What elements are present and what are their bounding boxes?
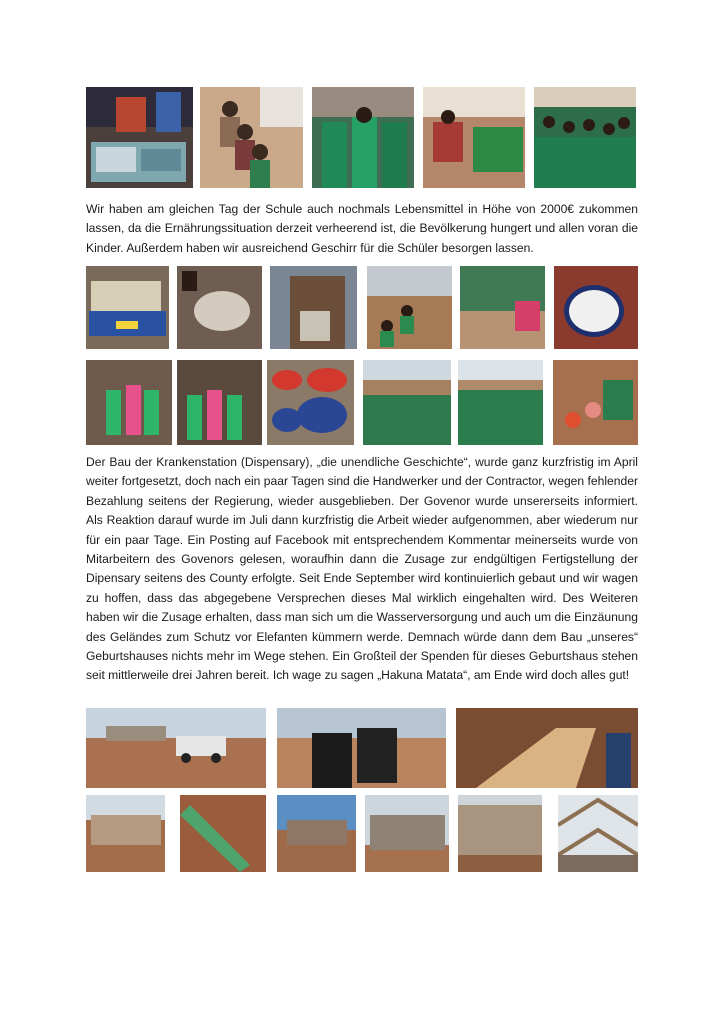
photo-children-yard (367, 266, 452, 349)
photo-children-bowls (553, 360, 638, 445)
photo-timber-stack (456, 708, 638, 788)
photo-cups-table (177, 360, 262, 445)
photo-children-row (200, 87, 303, 188)
photo-cups-stack (86, 360, 172, 445)
photo-kids-eating (460, 266, 545, 349)
photo-block-walls (86, 795, 165, 872)
photo-sacks-road (177, 266, 262, 349)
photo-building-front (365, 795, 449, 872)
photo-red-bowls (267, 360, 354, 445)
photo-roof-frame (277, 795, 356, 872)
photo-children-uniforms (312, 87, 414, 188)
photo-children-line (458, 360, 543, 445)
photo-food-packages (86, 87, 193, 188)
photo-rebar-work (180, 795, 266, 872)
photo-enamel-plates (554, 266, 638, 349)
paragraph-dispensary: Der Bau der Krankenstation (Dispensary), „die unendliche Geschichte“, wurde ganz kurzfristig im April weiter fortgesetzt, doch nach ein paar Tagen sind die Handwerker und der Contractor, wegen fehlender Bezahlung seitens der Regierung, wieder ausgeblieben. Der Govenor wurde unsererseits informiert. Als Reaktion darauf wurde im Juli dann kurzfristig die Arbeit wieder aufgenommen, aber wiederum nur für ein paar Tage. Ein Posting auf Facebook mit entsprechendem Kommentar meinerseits wurde von Mitarbeitern des Govenors gelesen, woraufhin dann die Zusage zur endgültigen Fertigstellung der Dipensary seitens des County erfolgte. Seit Ende September wird kontinuierlich gebaut und wir wagen zu hoffen, dass das abgegebene Versprechen dieses Mal wirklich eingehalten wird. Des Weiteren haben wir die Zusage erhalten, dass man sich um die Wasserversorgung und auch um die Einzäunung des Geländes zum Schutz vor Elefanten kümmern werde. Demnach würde dann dem Bau „unseres“ Geburtshauses nichts mehr im Wege stehen. Ein Großteil der Spenden für dieses Geburtshaus stehen seit mittlerweile drei Jahren bereit. Ich wage zu sagen „Hakuna Matata“, am Ende wird doch alles gut! (86, 455, 638, 683)
paragraph-food-donation: Wir haben am gleichen Tag der Schule auch nochmals Lebensmittel in Höhe von 2000€ zukommen lassen, da die Ernährungssituation derzeit verheerend ist, die Bevölkerung hungert und allen voran die Kinder. Außerdem haben wir ausreichend Geschirr für die Schüler besorgen lassen. (86, 202, 638, 255)
photo-roof-trusses (558, 795, 638, 872)
photo-loaded-car (86, 266, 169, 349)
photo-wall-side (458, 795, 542, 872)
photo-water-tanks (277, 708, 446, 788)
photo-storage-room (270, 266, 357, 349)
photo-children-group (534, 87, 636, 188)
photo-classroom-distribution (423, 87, 525, 188)
photo-truck-site (86, 708, 266, 788)
photo-crowd-yard (363, 360, 451, 445)
